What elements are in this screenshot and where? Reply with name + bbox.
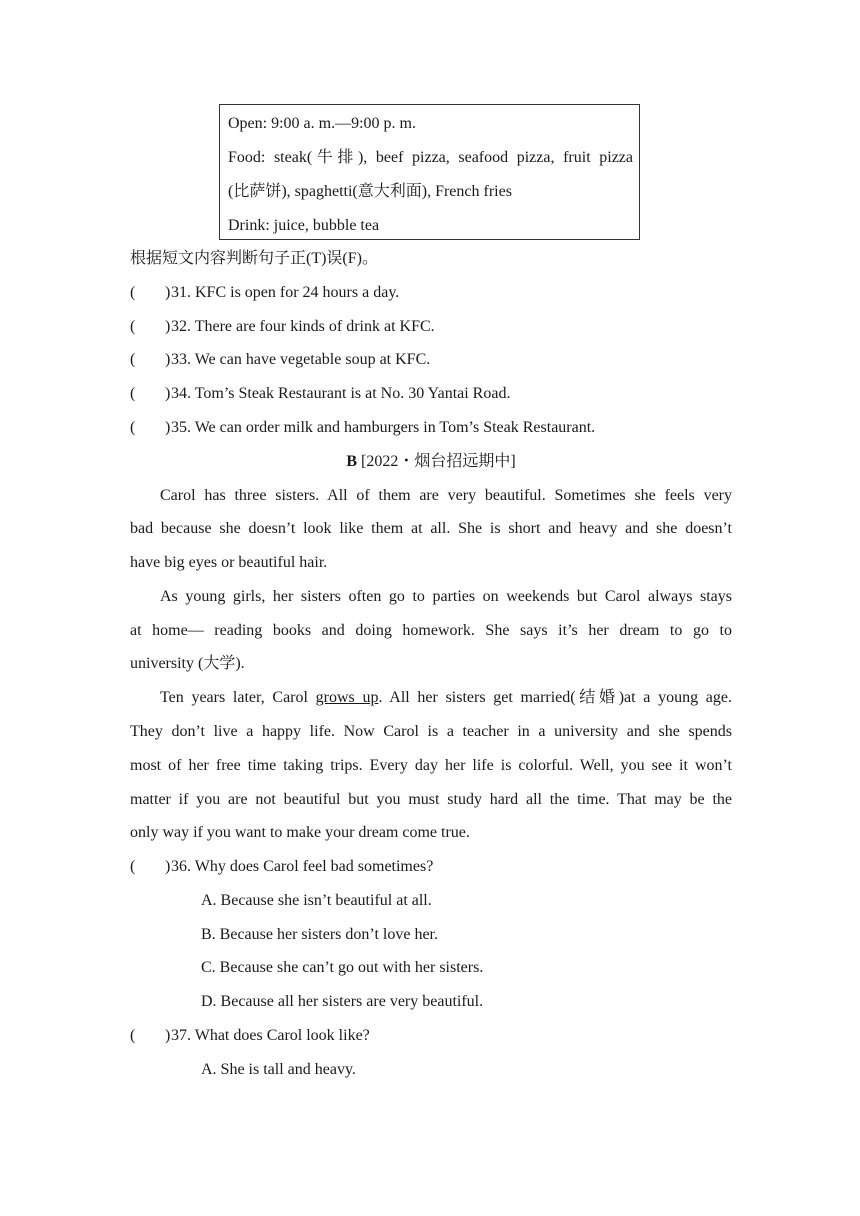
answer-open-paren: ( [130,1027,136,1044]
passage-line: Carol has three sisters. All of them are very beautiful. Sometimes she feels very [160,487,732,504]
answer-close-paren: ) [165,385,171,402]
passage-line: They don’t live a happy life. Now Carol is a teacher in a university and she spends [130,723,732,740]
passage-line: matter if you are not beautiful but you must study hard all the time. That may be the [130,791,732,808]
section-source: [2022・烟台招远期中] [357,453,516,470]
passage-text: Ten years later, Carol [160,689,316,706]
passage-line: university (大学). [130,655,245,672]
question-text: 31. KFC is open for 24 hours a day. [171,284,400,301]
question-text: 35. We can order milk and hamburgers in Tom’s Steak Restaurant. [171,419,596,436]
option-c: C. Because she can’t go out with her sisters. [201,959,484,976]
answer-close-paren: ) [165,318,171,335]
menu-food-line-1: Food: steak(牛排), beef pizza, seafood pizza, fruit pizza [228,149,633,166]
answer-open-paren: ( [130,858,136,875]
instruction-text: 根据短文内容判断句子正(T)误(F)。 [130,250,378,267]
menu-open-hours: Open: 9:00 a. m.—9:00 p. m. [228,115,416,132]
answer-open-paren: ( [130,385,136,402]
section-heading [130,451,732,473]
passage-text: . All her sisters get married(结婚)at a young age. [378,689,732,706]
menu-food-line-2: (比萨饼), spaghetti(意大利面), French fries [228,183,512,200]
question-text: 37. What does Carol look like? [171,1027,370,1044]
question-text: 36. Why does Carol feel bad sometimes? [171,858,434,875]
answer-open-paren: ( [130,284,136,301]
menu-info-box [219,104,640,240]
passage-line: most of her free time taking trips. Every day her life is colorful. Well, you see it won’t [130,757,732,774]
answer-open-paren: ( [130,419,136,436]
option-d: D. Because all her sisters are very beautiful. [201,993,484,1010]
section-letter: B [346,453,357,470]
underlined-phrase: grows up [315,689,379,706]
passage-line: bad because she doesn’t look like them at all. She is short and heavy and she doesn’t [130,520,732,537]
answer-open-paren: ( [130,318,136,335]
answer-close-paren: ) [165,1027,171,1044]
answer-open-paren: ( [130,351,136,368]
passage-line: have big eyes or beautiful hair. [130,554,328,571]
answer-close-paren: ) [165,419,171,436]
question-text: 33. We can have vegetable soup at KFC. [171,351,431,368]
answer-close-paren: ) [165,284,171,301]
question-text: 32. There are four kinds of drink at KFC. [171,318,435,335]
passage-line [160,687,732,709]
answer-close-paren: ) [165,858,171,875]
option-a: A. Because she isn’t beautiful at all. [201,892,432,909]
passage-line: at home— reading books and doing homework. She says it’s her dream to go to [130,622,732,639]
question-text: 34. Tom’s Steak Restaurant is at No. 30 Yantai Road. [171,385,511,402]
passage-line: only way if you want to make your dream come true. [130,824,470,841]
option-b: B. Because her sisters don’t love her. [201,926,438,943]
menu-drink-line: Drink: juice, bubble tea [228,217,380,234]
answer-close-paren: ) [165,351,171,368]
option-a: A. She is tall and heavy. [201,1061,356,1078]
passage-line: As young girls, her sisters often go to parties on weekends but Carol always stays [160,588,732,605]
